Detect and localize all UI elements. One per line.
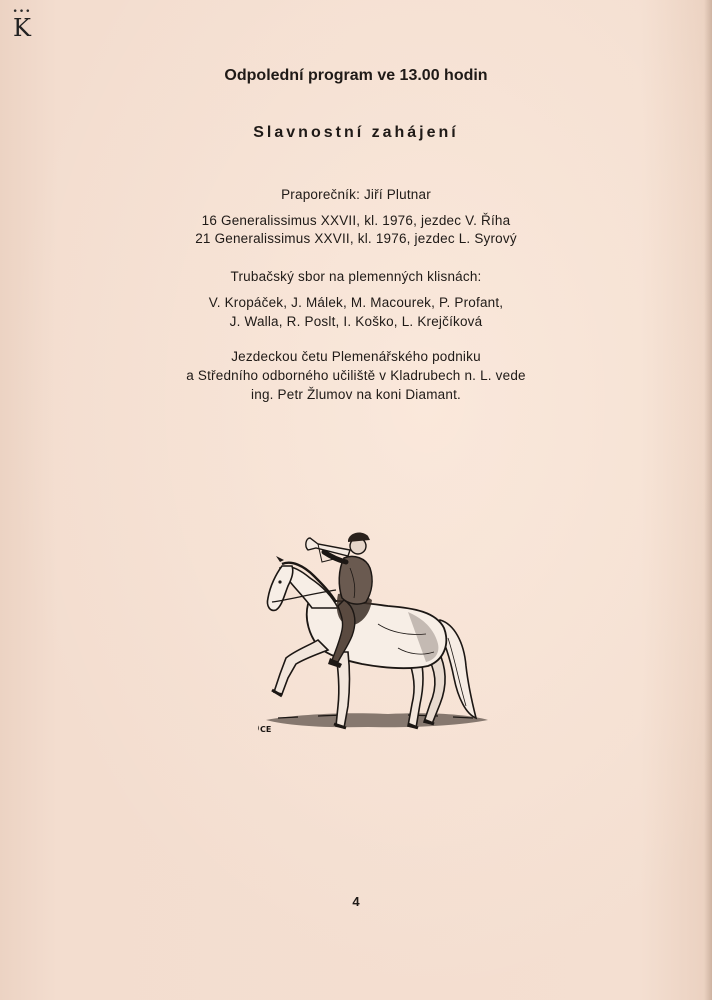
horse-rider-trumpet-illustration bbox=[258, 528, 494, 748]
rider-line-2: 21 Generalissimus XXVII, kl. 1976, jezdec L. Syrový bbox=[195, 231, 517, 246]
rider-cap bbox=[348, 533, 370, 542]
trumpet-corps-members-1: V. Kropáček, J. Málek, M. Macourek, P. Profant, bbox=[208, 295, 504, 310]
opening-heading: Slavnostní zahájení bbox=[253, 124, 459, 141]
page-edge-shadow bbox=[704, 0, 712, 1000]
riding-troop-line-3: ing. Petr Žlumov na koni Diamant. bbox=[251, 387, 461, 402]
page-number: 4 bbox=[352, 894, 360, 909]
riding-troop-line-2: a Středního odborného učiliště v Kladrubech n. L. vede bbox=[186, 368, 526, 383]
horse-head bbox=[267, 566, 292, 610]
riding-troop-line-1: Jezdeckou četu Plemenářského podniku bbox=[231, 349, 481, 364]
ground-shadow bbox=[266, 713, 488, 727]
standard-bearer-line: Praporečník: Jiří Plutnar bbox=[281, 187, 431, 202]
artist-monogram bbox=[258, 724, 271, 734]
trumpet-corps-title: Trubačský sbor na plemenných klisnách: bbox=[230, 269, 482, 284]
program-time-heading: Odpolední program ve 13.00 hodin bbox=[224, 67, 488, 84]
library-logo bbox=[10, 8, 34, 46]
svg-text:CE: CE bbox=[260, 725, 272, 734]
logo-crown-dots: ••• bbox=[12, 7, 32, 17]
rider-line-1: 16 Generalissimus XXVII, kl. 1976, jezdec V. Říha bbox=[201, 213, 511, 228]
horse-front-leg-raised bbox=[274, 640, 328, 694]
trumpet-corps-members-2: J. Walla, R. Poslt, I. Koško, L. Krejčíková bbox=[229, 314, 483, 329]
logo-letter: K bbox=[13, 14, 31, 42]
